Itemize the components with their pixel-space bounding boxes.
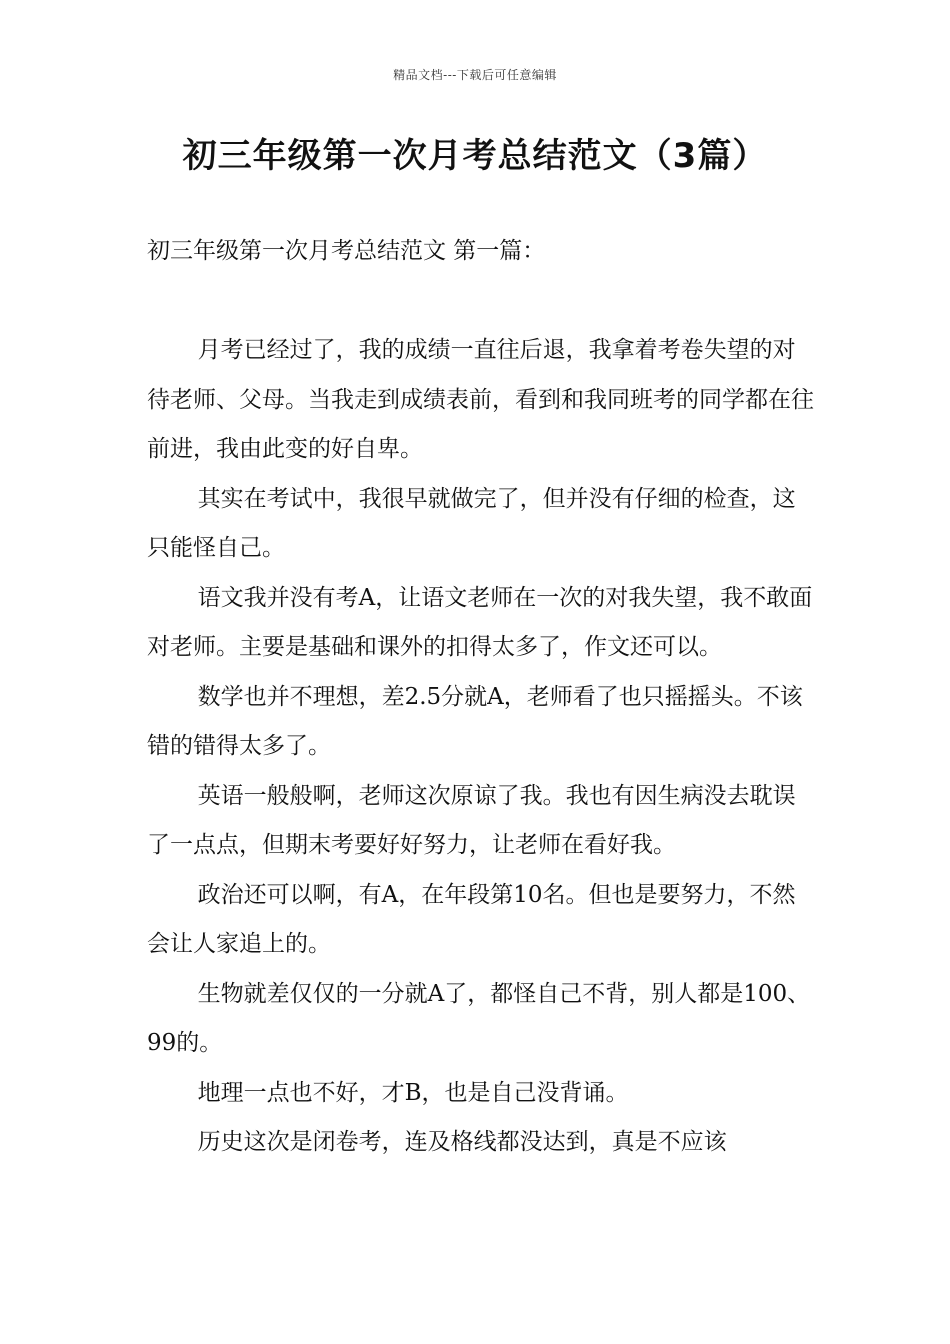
paragraph-1: 月考已经过了，我的成绩一直往后退，我拿着考卷失望的对待老师、父母。当我走到成绩表前，看到和我同班考的同学都在往前进，我由此变的好自卑。 [147,337,814,462]
page-header-watermark: 精品文档---下载后可任意编辑 [393,68,557,82]
paragraph-9: 历史这次是闭卷考，连及格线都没达到，真是不应该 [197,1129,727,1155]
paragraph-3: 语文我并没有考A，让语文老师在一次的对我失望，我不敢面对老师。主要是基础和课外的扣得太多了，作文还可以。 [147,584,813,660]
document-title: 初三年级第一次月考总结范文（3篇） [182,136,768,176]
section-heading: 初三年级第一次月考总结范文 第一篇： [147,238,546,264]
paragraph-6: 政治还可以啊，有A，在年段第10名。但也是要努力，不然会让人家追上的。 [147,881,796,957]
paragraph-4: 数学也并不理想，差2.5分就A，老师看了也只摇摇头。不该错的错得太多了。 [147,683,803,759]
paragraph-2: 其实在考试中，我很早就做完了，但并没有仔细的检查，这只能怪自己。 [147,485,796,561]
paragraph-8: 地理一点也不好，才B，也是自己没背诵。 [197,1079,629,1106]
paragraph-5: 英语一般般啊，老师这次原谅了我。我也有因生病没去耽误了一点点，但期末考要好好努力，让老师在看好我。 [147,782,796,858]
paragraph-7: 生物就差仅仅的一分就A了，都怪自己不背，别人都是100、99的。 [147,980,811,1056]
document-body [147,226,817,1168]
